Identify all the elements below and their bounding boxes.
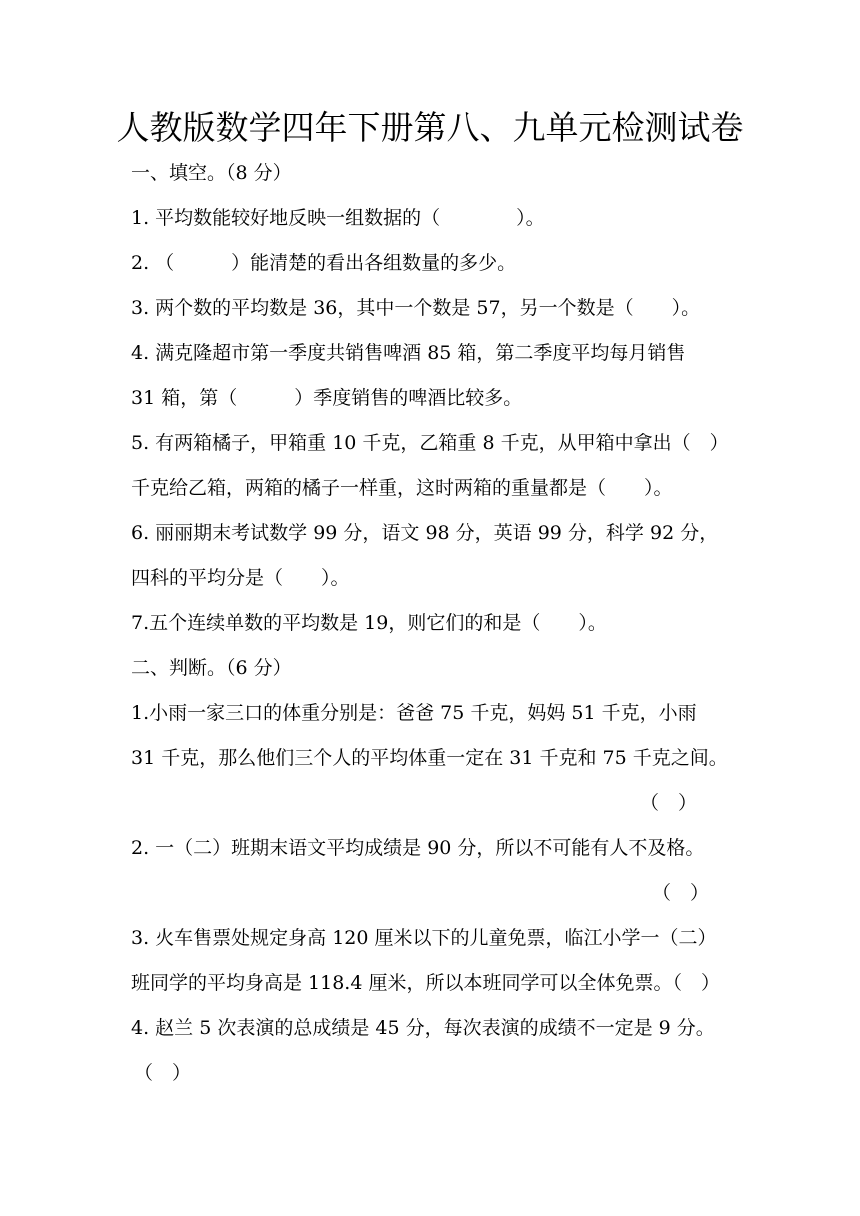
question-line: 千克给乙箱，两箱的橘子一样重，这时两箱的重量都是（ ）。: [131, 477, 673, 499]
question-line: 5. 有两箱橘子，甲箱重 10 千克，乙箱重 8 千克，从甲箱中拿出（ ）: [131, 432, 729, 454]
question-line: 7.五个连续单数的平均数是 19，则它们的和是（ ）。: [131, 612, 607, 634]
section-heading-fill-blank: 一、填空。（8 分）: [131, 162, 292, 184]
question-line: 1.小雨一家三口的体重分别是：爸爸 75 千克，妈妈 51 千克，小雨: [131, 702, 697, 724]
question-line: 4. 赵兰 5 次表演的总成绩是 45 分，每次表演的成绩不一定是 9 分。: [131, 1017, 715, 1039]
question-line: 四科的平均分是（ ）。: [131, 567, 350, 589]
question-line: 31 箱，第（ ）季度销售的啤酒比较多。: [131, 387, 523, 409]
question-line: 31 千克，那么他们三个人的平均体重一定在 31 千克和 75 千克之间。: [131, 747, 728, 769]
answer-bracket: （ ）: [639, 792, 697, 814]
question-line: 6. 丽丽期末考试数学 99 分，语文 98 分，英语 99 分，科学 92 分，: [131, 522, 719, 544]
question-line: 班同学的平均身高是 118.4 厘米，所以本班同学可以全体免票。（ ）: [131, 972, 720, 994]
page-title: 人教版数学四年下册第八、九单元检测试卷: [116, 108, 744, 147]
question-line: 2. 一（二）班期末语文平均成绩是 90 分，所以不可能有人不及格。: [131, 837, 705, 859]
answer-bracket: （ ）: [134, 1062, 192, 1084]
question-line: 4. 满克隆超市第一季度共销售啤酒 85 箱，第二季度平均每月销售: [131, 342, 686, 364]
question-line: 3. 两个数的平均数是 36，其中一个数是 57，另一个数是（ ）。: [131, 297, 701, 319]
question-line: 1. 平均数能较好地反映一组数据的（ ）。: [131, 207, 545, 229]
question-line: 3. 火车售票处规定身高 120 厘米以下的儿童免票，临江小学一（二）: [131, 927, 717, 949]
question-line: 2. （ ）能清楚的看出各组数量的多少。: [131, 252, 517, 274]
section-heading-judgement: 二、判断。（6 分）: [131, 657, 292, 679]
answer-bracket: （ ）: [651, 882, 709, 904]
